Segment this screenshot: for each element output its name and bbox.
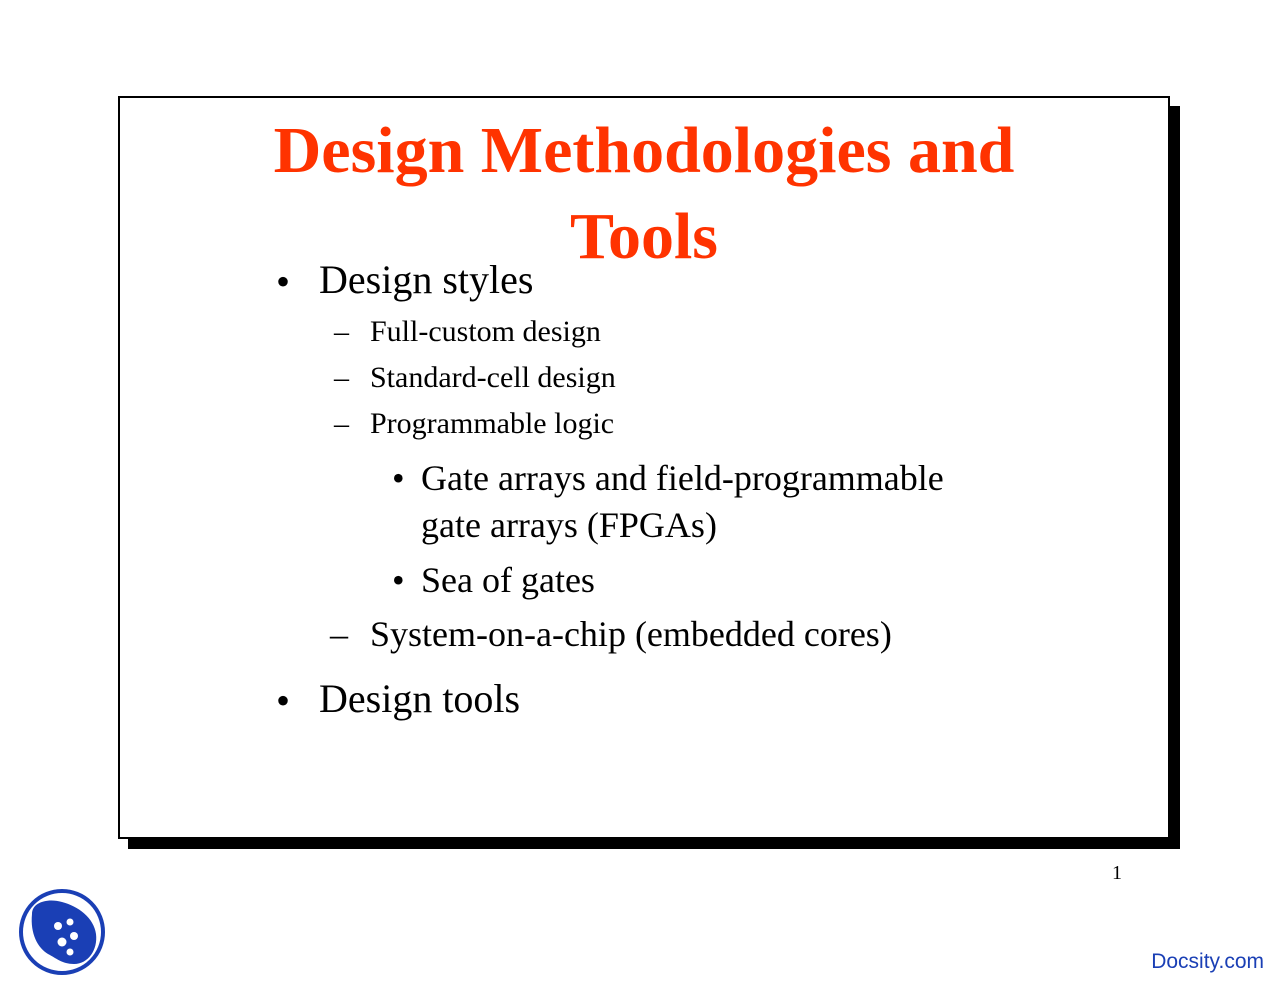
bullet-marker: •	[276, 678, 291, 723]
subitem-programmable-logic: Programmable logic	[370, 407, 615, 440]
bullet-marker: •	[276, 259, 291, 304]
slide-frame	[118, 96, 1170, 839]
dash-marker: –	[334, 407, 349, 440]
slide-title	[120, 108, 1168, 280]
bullet-marker: •	[392, 458, 405, 498]
bullet-design-tools: Design tools	[319, 676, 521, 721]
subitem-standard-cell-design: Standard-cell design	[370, 361, 616, 394]
dash-marker: –	[334, 361, 349, 394]
slide-title-line-1: Design Methodologies and	[273, 114, 1015, 187]
subitem-full-custom-design: Full-custom design	[370, 315, 601, 348]
bullet-marker: •	[392, 560, 405, 600]
page-number: 1	[1112, 862, 1122, 884]
dash-marker: –	[330, 614, 348, 654]
subsubitem-gate-arrays-line-1: Gate arrays and field-programmable	[421, 458, 944, 498]
brand-link[interactable]: Docsity.com	[1151, 950, 1264, 973]
dash-marker: –	[334, 315, 349, 348]
bullet-design-styles: Design styles	[319, 257, 534, 302]
slide-title-line-2: Tools	[570, 200, 718, 273]
subsubitem-sea-of-gates: Sea of gates	[421, 560, 595, 600]
subitem-system-on-a-chip: System-on-a-chip (embedded cores)	[370, 614, 892, 654]
docsity-logo-icon	[18, 888, 106, 976]
subsubitem-gate-arrays-line-2: gate arrays (FPGAs)	[421, 505, 717, 545]
